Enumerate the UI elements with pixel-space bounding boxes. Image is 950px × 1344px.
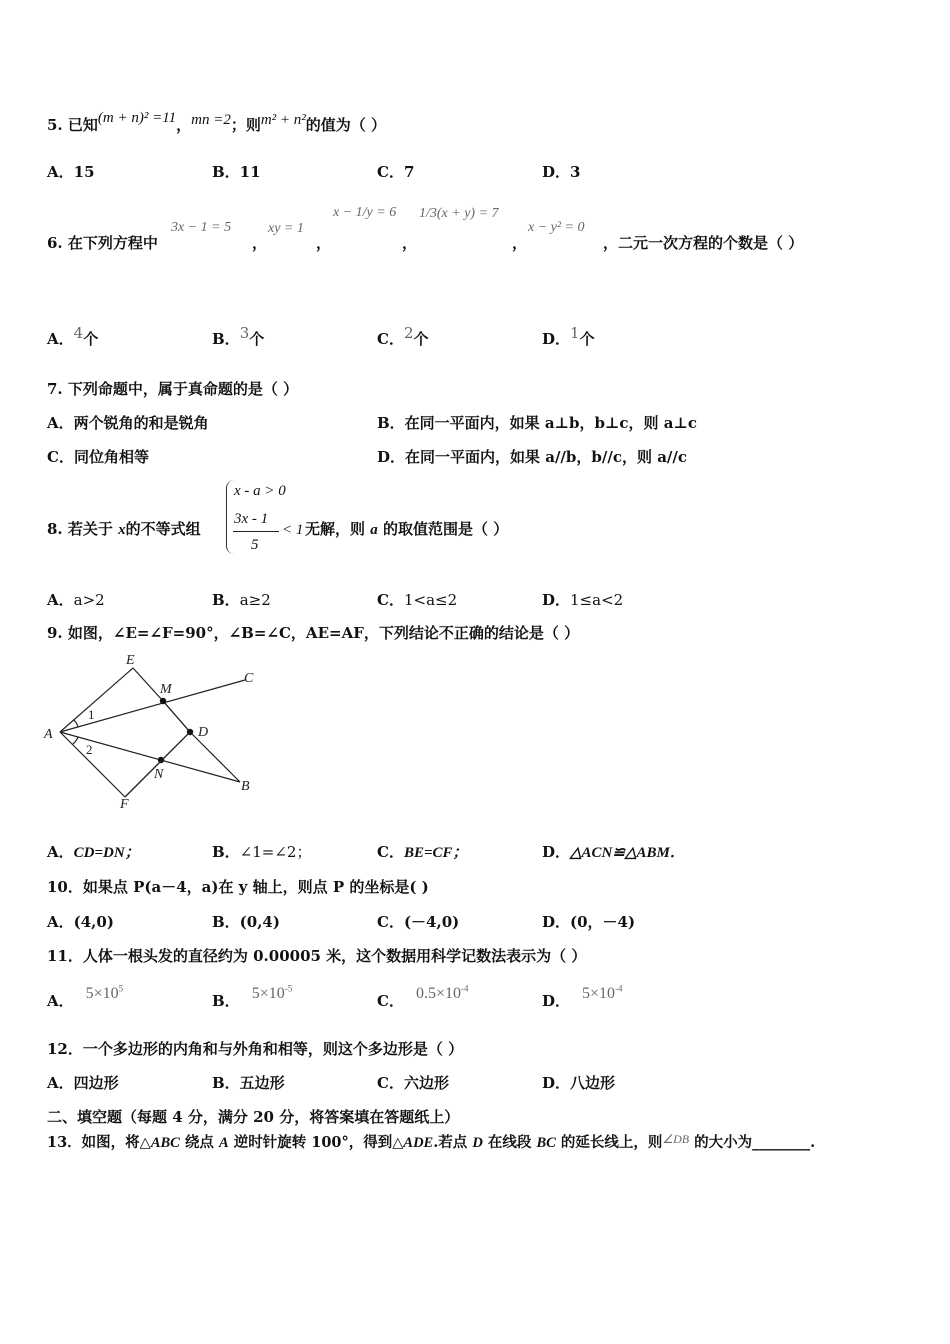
q9-figure [40, 650, 270, 810]
section-heading: 二、填空题（每题 4 分，满分 20 分，将答案填在答题纸上） [47, 1108, 460, 1126]
q10-option-d[interactable]: D．(0，－4) [542, 913, 636, 931]
segment-md [163, 701, 190, 732]
q8-option-a[interactable]: A．a>2 [47, 591, 105, 609]
q11-option-d[interactable]: D． $5\times 10^{-4}$ [542, 983, 623, 1010]
q6-eq1: 3x − 1 = 5 [171, 220, 232, 235]
q6-option-c[interactable]: C．2个 [377, 324, 429, 348]
q8-stem-lead: 8. 若关于 x的不等式组 [47, 520, 201, 538]
label-a: A [44, 727, 53, 742]
q8-option-d[interactable]: D．1≤a<2 [542, 591, 624, 609]
q7-option-b[interactable]: B．在同一平面内，如果 a⊥b，b⊥c，则 a⊥c [377, 414, 698, 432]
q7-option-d[interactable]: D．在同一平面内，如果 a//b，b//c，则 a//c [377, 448, 688, 466]
q9-option-d[interactable]: D．△ACN≌△ABM． [542, 843, 685, 861]
q9-option-c[interactable]: C．BE=CF； [377, 843, 468, 861]
q6-eq3: x − 1/y = 6 [333, 205, 397, 220]
q6-eq4: 1/3(x + y) = 7 [419, 206, 499, 221]
label-angle-1: 1 [88, 707, 95, 722]
q12-option-b[interactable]: B．五边形 [212, 1074, 285, 1092]
q8-option-c[interactable]: C．1<a≤2 [377, 591, 458, 609]
q9-stem: 9. 如图，∠E=∠F=90°，∠B=∠C，AE=AF，下列结论不正确的结论是（ ） [47, 624, 580, 642]
label-d: D [198, 725, 209, 740]
q8-numerator: 3x - 1 [234, 511, 269, 527]
q6-eq2: xy = 1 [268, 221, 304, 236]
point-n [158, 757, 164, 763]
q8-option-b[interactable]: B．a≥2 [212, 591, 271, 609]
label-f: F [120, 797, 129, 810]
q6-eq5: x − y² = 0 [528, 220, 585, 235]
q9-option-a[interactable]: A．CD=DN； [47, 843, 140, 861]
q10-option-b[interactable]: B．(0,4) [212, 913, 280, 931]
q6-option-b[interactable]: B．3个 [212, 324, 265, 348]
q5-eq3: m² + n² [260, 112, 306, 128]
q8-denominator: 5 [251, 537, 259, 553]
q6-option-d[interactable]: D．1个 [542, 324, 595, 348]
segment-ec [133, 668, 163, 701]
q10-stem: 10．如果点 P(a－4，a)在 y 轴上，则点 P 的坐标是( ) [47, 878, 429, 896]
label-b: B [241, 779, 250, 794]
q12-stem: 12．一个多边形的内角和与外角和相等，则这个多边形是（ ） [47, 1040, 464, 1058]
q8-fraction-bar [233, 531, 279, 532]
q12-option-a[interactable]: A．四边形 [47, 1074, 119, 1092]
q5-eq1: (m + n)² =11 [97, 110, 177, 126]
q5-stem: 5. 已知(m + n)² =11，mn =2；则m² + n²的值为（ ） [47, 110, 387, 134]
label-c: C [244, 671, 254, 686]
segment-ab [60, 732, 240, 782]
q5-option-d[interactable]: D．3 [542, 163, 581, 181]
q5-option-c[interactable]: C．7 [377, 163, 415, 181]
q11-option-c[interactable]: C． $0.5\times 10^{-4}$ [377, 983, 469, 1010]
label-m: M [160, 682, 172, 697]
q6-stem: 6. 在下列方程中 [47, 234, 158, 252]
angle-1-arc [74, 720, 78, 727]
segment-af [60, 732, 125, 797]
label-angle-2: 2 [86, 742, 93, 757]
angle-2-arc [73, 737, 78, 744]
q11-option-b[interactable]: B． $5\times 10^{-5}$ [212, 983, 293, 1010]
segment-ae [60, 668, 133, 732]
q10-option-a[interactable]: A．(4,0) [47, 913, 114, 931]
label-e: E [126, 653, 135, 668]
point-m [160, 698, 166, 704]
q12-option-c[interactable]: C．六边形 [377, 1074, 449, 1092]
segment-ac [60, 680, 245, 732]
q8-ineq1: x - a > 0 [234, 483, 286, 499]
q13-stem: 13．如图，将△ABC 绕点 A 逆时针旋转 100°，得到△ADE.若点 D 在线段 BC 的延长线上，则$^{\angle DB}$ 的大小为________. [47, 1132, 816, 1151]
q7-option-c[interactable]: C．同位角相等 [47, 448, 149, 466]
q11-option-a[interactable]: A． $5\times 10^5$ [47, 983, 124, 1010]
q11-stem: 11．人体一根头发的直径约为 0.00005 米，这个数据用科学记数法表示为（ ） [47, 947, 587, 965]
q12-option-d[interactable]: D．八边形 [542, 1074, 616, 1092]
q7-stem: 7. 下列命题中，属于真命题的是（ ） [47, 380, 299, 398]
q8-lt: < 1 [282, 522, 304, 538]
q7-option-a[interactable]: A．两个锐角的和是锐角 [47, 414, 209, 432]
label-n: N [154, 767, 164, 782]
q10-option-c[interactable]: C．(－4,0) [377, 913, 460, 931]
q6-tail: ，二元一次方程的个数是（ ） [603, 234, 804, 252]
q5-eq2: mn =2 [191, 112, 231, 128]
q6-option-a[interactable]: A．4个 [47, 324, 99, 348]
q9-option-b[interactable]: B．∠1=∠2； [212, 843, 312, 861]
q5-option-a[interactable]: A．15 [47, 163, 95, 181]
q5-option-b[interactable]: B．11 [212, 163, 261, 181]
q8-stem-tail: 无解，则 a 的取值范围是（ ） [305, 520, 509, 538]
